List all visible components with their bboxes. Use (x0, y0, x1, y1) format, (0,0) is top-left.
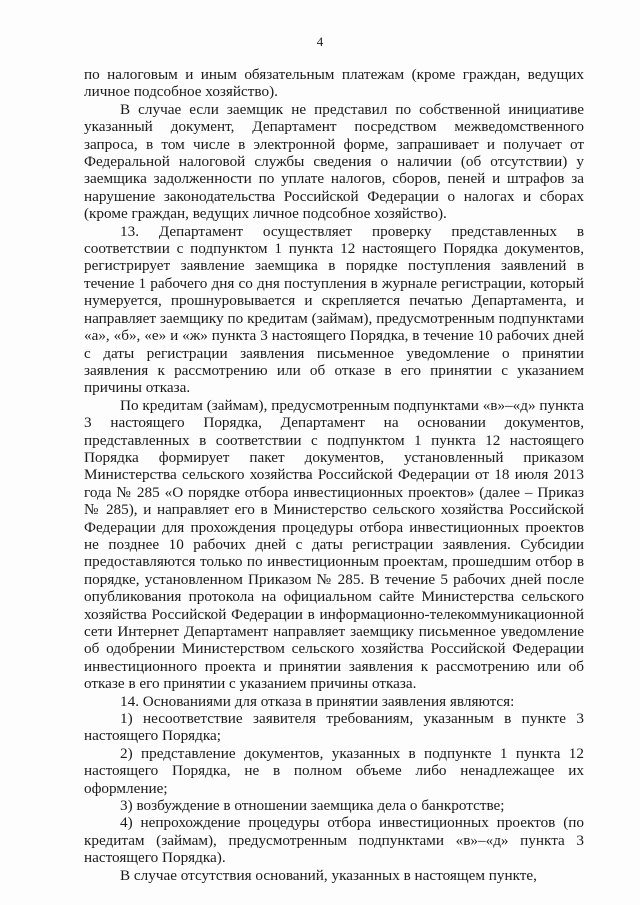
paragraph-tax-payments: по налоговым и иным обязательным платежам (кроме граждан, ведущих личное подсобное хозяйство). (84, 66, 584, 101)
paragraph-item-13: 13. Департамент осуществляет проверку представленных в соответствии с подпунктом 1 пункта 12 настоящего Порядка документов, регистрирует заявление заемщика в порядке поступления заявлений в течение 1 рабочего дня со дня поступления в журнале регистрации, который нумеруется, прошнуровывается и скрепляется печатью Департамента, и направляет заемщику по кредитам (займам), предусмотренным подпунктами «а», «б», «е» и «ж» пункта 3 настоящего Порядка, в течение 10 рабочих дней с даты регистрации заявления письменное уведомление о принятии заявления к рассмотрению или об отказе в его принятии с указанием причины отказа. (84, 222, 584, 397)
refusal-ground-1: 1) несоответствие заявителя требованиям, указанным в пункте 3 настоящего Порядка; (84, 710, 584, 745)
refusal-ground-2: 2) представление документов, указанных в подпункте 1 пункта 12 настоящего Порядка, не в полном объеме либо ненадлежащее их оформление; (84, 744, 584, 797)
document-body (84, 66, 584, 884)
refusal-ground-4: 4) непрохождение процедуры отбора инвестиционных проектов (по кредитам (займам), предусмотренным подпунктами «в»–«д» пункта 3 настоящего Порядка). (84, 814, 584, 867)
paragraph-no-grounds: В случае отсутствия оснований, указанных в настоящем пункте, (120, 866, 537, 884)
refusal-ground-3: 3) возбуждение в отношении заемщика дела о банкротстве; (120, 797, 505, 815)
paragraph-interagency-request: В случае если заемщик не представил по собственной инициативе указанный документ, Департамент посредством межведомственного запроса, в том числе в электронной форме, запрашивает и получает от Федеральной налоговой службы сведения о наличии (об отсутствии) у заемщика задолженности по уплате налогов, сборов, пеней и штрафов за нарушение законодательства Российской Федерации о налогах и сборах (кроме граждан, ведущих личное подсобное хозяйство). (84, 100, 584, 223)
page-number: 4 (316, 34, 324, 49)
paragraph-item-14: 14. Основаниями для отказа в принятии заявления являются: (120, 692, 515, 710)
paragraph-loans-v-d: По кредитам (займам), предусмотренным подпунктами «в»–«д» пункта 3 настоящего Порядка, Департамент на основании документов, представленных в соответствии с подпунктом 1 пункта 12 настоящего Порядка формирует пакет документов, установленный приказом Министерства сельского хозяйства Российской Федерации от 18 июля 2013 года № 285 «О порядке отбора инвестиционных проектов» (далее – Приказ № 285), и направляет его в Министерство сельского хозяйства Российской Федерации для прохождения процедуры отбора инвестиционных проектов не позднее 10 рабочих дней с даты регистрации заявления. Субсидии предоставляются только по инвестиционным проектам, прошедшим отбор в порядке, установленном Приказом № 285. В течение 5 рабочих дней после опубликования протокола на официальном сайте Министерства сельского хозяйства Российской Федерации в информационно-телекоммуникационной сети Интернет Департамент направляет заемщику письменное уведомление об одобрении Министерством сельского хозяйства Российской Федерации инвестиционного проекта и принятии заявления к рассмотрению или об отказе в его принятии с указанием причины отказа. (84, 396, 584, 693)
